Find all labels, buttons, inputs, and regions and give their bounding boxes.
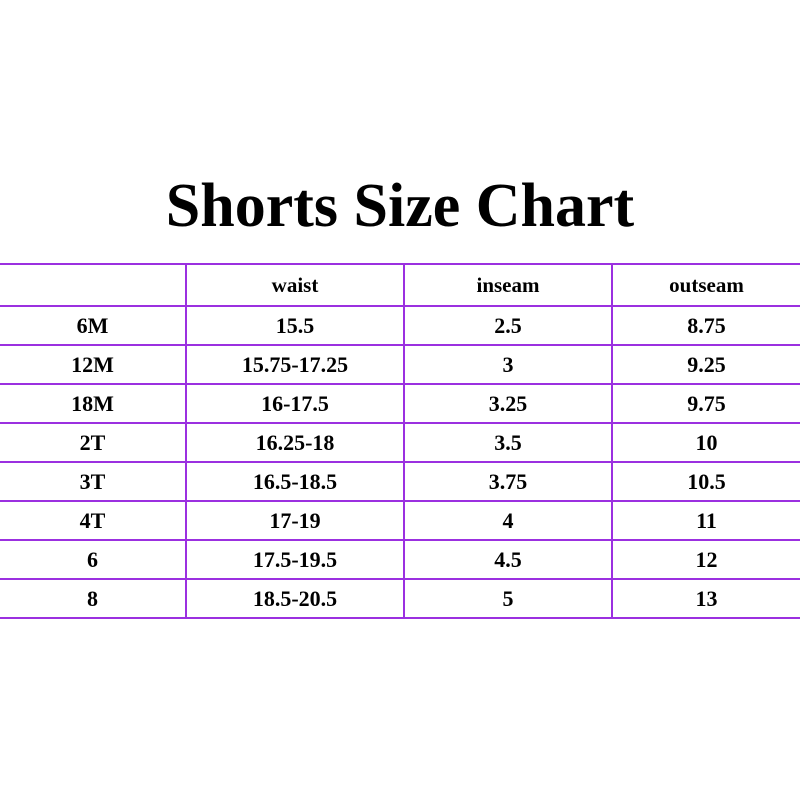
cell-inseam: 4 [404, 501, 612, 540]
cell-inseam: 2.5 [404, 306, 612, 345]
bottom-spacer [0, 619, 800, 769]
cell-inseam: 5 [404, 579, 612, 618]
cell-outseam: 11 [612, 501, 800, 540]
shorts-size-table [0, 263, 800, 619]
table-row [0, 540, 800, 579]
cell-waist: 15.5 [186, 306, 404, 345]
cell-inseam: 4.5 [404, 540, 612, 579]
cell-outseam: 10.5 [612, 462, 800, 501]
cell-outseam: 13 [612, 579, 800, 618]
table-row [0, 306, 800, 345]
cell-waist: 16-17.5 [186, 384, 404, 423]
column-header-inseam: inseam [404, 264, 612, 306]
cell-size: 12M [0, 345, 186, 384]
cell-inseam: 3.5 [404, 423, 612, 462]
column-header-outseam: outseam [612, 264, 800, 306]
cell-outseam: 9.75 [612, 384, 800, 423]
cell-waist: 16.5-18.5 [186, 462, 404, 501]
cell-outseam: 8.75 [612, 306, 800, 345]
cell-inseam: 3 [404, 345, 612, 384]
table-header [0, 264, 800, 306]
cell-outseam: 12 [612, 540, 800, 579]
table-row [0, 423, 800, 462]
cell-inseam: 3.75 [404, 462, 612, 501]
cell-size: 2T [0, 423, 186, 462]
table-row [0, 501, 800, 540]
cell-size: 6 [0, 540, 186, 579]
cell-waist: 15.75-17.25 [186, 345, 404, 384]
cell-size: 4T [0, 501, 186, 540]
cell-inseam: 3.25 [404, 384, 612, 423]
cell-size: 8 [0, 579, 186, 618]
cell-outseam: 9.25 [612, 345, 800, 384]
cell-outseam: 10 [612, 423, 800, 462]
cell-size: 18M [0, 384, 186, 423]
cell-waist: 18.5-20.5 [186, 579, 404, 618]
page-title: Shorts Size Chart [165, 172, 635, 240]
size-chart-container [0, 143, 800, 769]
table-row [0, 462, 800, 501]
table-body [0, 306, 800, 618]
cell-size: 6M [0, 306, 186, 345]
cell-waist: 16.25-18 [186, 423, 404, 462]
cell-size: 3T [0, 462, 186, 501]
table-header-row [0, 264, 800, 306]
column-header-size [0, 264, 186, 306]
cell-waist: 17-19 [186, 501, 404, 540]
table-row [0, 579, 800, 618]
column-header-waist: waist [186, 264, 404, 306]
cell-waist: 17.5-19.5 [186, 540, 404, 579]
table-row [0, 345, 800, 384]
table-row [0, 384, 800, 423]
